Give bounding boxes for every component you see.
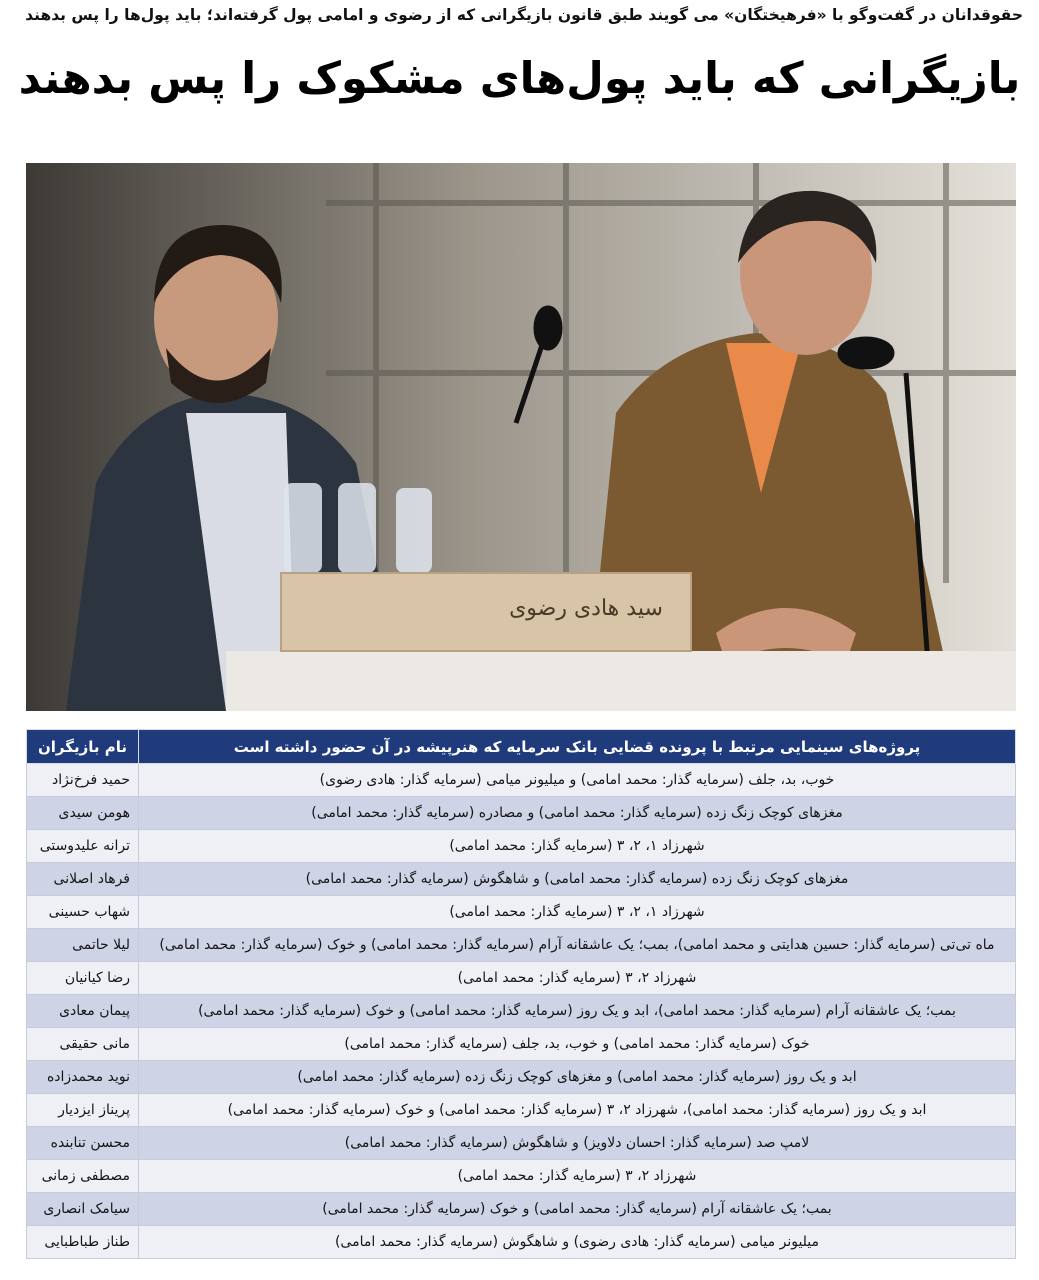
header-projects: پروژه‌های سینمایی مرتبط با پرونده قضایی بانک سرمایه که هنرپیشه در آن حضور داشته است [139, 730, 1016, 764]
row-projects: شهرزاد ۲، ۳ (سرمایه گذار: محمد امامی) [139, 1160, 1016, 1193]
row-projects: خوک (سرمایه گذار: محمد امامی) و خوب، بد، جلف (سرمایه گذار: محمد امامی) [139, 1028, 1016, 1061]
kicker-subheadline: حقوقدانان در گفت‌وگو با «فرهیختگان» می گویند طبق قانون بازیگرانی که از رضوی و امامی پول گرفته‌اند؛ باید پول‌ها را پس بدهند [25, 6, 1023, 24]
name-placard [281, 573, 691, 651]
header-name: نام بازیگران [27, 730, 139, 764]
table-row [27, 797, 1016, 830]
table-row [27, 1160, 1016, 1193]
row-projects: مغزهای کوچک زنگ زده (سرمایه گذار: محمد امامی) و مصادره (سرمایه گذار: محمد امامی) [139, 797, 1016, 830]
table-row [27, 1028, 1016, 1061]
table-row [27, 830, 1016, 863]
table-row [27, 995, 1016, 1028]
page-headline: بازیگرانی که باید پول‌های مشکوک را پس بدهند [18, 54, 1021, 104]
row-projects: لامپ صد (سرمایه گذار: احسان دلاویز) و شاهگوش (سرمایه گذار: محمد امامی) [139, 1127, 1016, 1160]
table-row [27, 764, 1016, 797]
row-actor-name: سیامک انصاری [27, 1193, 139, 1226]
table-row [27, 1193, 1016, 1226]
row-actor-name: مصطفی زمانی [27, 1160, 139, 1193]
table-header-row [27, 730, 1016, 764]
row-actor-name: هومن سیدی [27, 797, 139, 830]
placard-text: سید هادی رضوی [509, 596, 663, 621]
row-projects: شهرزاد ۱، ۲، ۳ (سرمایه گذار: محمد امامی) [139, 896, 1016, 929]
press-conference-illustration [26, 163, 1016, 711]
row-projects: خوب، بد، جلف (سرمایه گذار: محمد امامی) و میلیونر میامی (سرمایه گذار: هادی رضوی) [139, 764, 1016, 797]
row-actor-name: ترانه علیدوستی [27, 830, 139, 863]
row-projects: مغزهای کوچک زنگ زده (سرمایه گذار: محمد امامی) و شاهگوش (سرمایه گذار: محمد امامی) [139, 863, 1016, 896]
table-row [27, 863, 1016, 896]
table-row [27, 962, 1016, 995]
row-projects: بمب؛ یک عاشقانه آرام (سرمایه گذار: محمد امامی)، ابد و یک روز (سرمایه گذار: محمد امامی) و خوک (سرمایه گذار: محمد امامی) [139, 995, 1016, 1028]
row-actor-name: لیلا حاتمی [27, 929, 139, 962]
table-row [27, 1094, 1016, 1127]
table-row [27, 1226, 1016, 1259]
row-actor-name: حمید فرخ‌نژاد [27, 764, 139, 797]
row-projects: ابد و یک روز (سرمایه گذار: محمد امامی)، شهرزاد ۲، ۳ (سرمایه گذار: محمد امامی) و خوک (سرمایه گذار: محمد امامی) [139, 1094, 1016, 1127]
row-projects: ماه تی‌تی (سرمایه گذار: حسین هدایتی و محمد امامی)، بمب؛ یک عاشقانه آرام (سرمایه گذار: محمد امامی) و خوک (سرمایه گذار: محمد امامی) [139, 929, 1016, 962]
row-actor-name: پیمان معادی [27, 995, 139, 1028]
row-actor-name: فرهاد اصلانی [27, 863, 139, 896]
row-projects: شهرزاد ۱، ۲، ۳ (سرمایه گذار: محمد امامی) [139, 830, 1016, 863]
row-actor-name: شهاب حسینی [27, 896, 139, 929]
row-projects: شهرزاد ۲، ۳ (سرمایه گذار: محمد امامی) [139, 962, 1016, 995]
row-projects: میلیونر میامی (سرمایه گذار: هادی رضوی) و شاهگوش (سرمایه گذار: محمد امامی) [139, 1226, 1016, 1259]
row-projects: ابد و یک روز (سرمایه گذار: محمد امامی) و مغزهای کوچک زنگ زده (سرمایه گذار: محمد امامی) [139, 1061, 1016, 1094]
water-bottles [284, 483, 432, 573]
row-actor-name: مانی حقیقی [27, 1028, 139, 1061]
desk [226, 651, 1016, 711]
table-row [27, 1127, 1016, 1160]
row-projects: بمب؛ یک عاشقانه آرام (سرمایه گذار: محمد امامی) و خوک (سرمایه گذار: محمد امامی) [139, 1193, 1016, 1226]
row-actor-name: محسن تنابنده [27, 1127, 139, 1160]
row-actor-name: نوید محمدزاده [27, 1061, 139, 1094]
row-actor-name: طناز طباطبایی [27, 1226, 139, 1259]
table-row [27, 929, 1016, 962]
table-row [27, 896, 1016, 929]
row-actor-name: پریناز ایزدیار [27, 1094, 139, 1127]
row-actor-name: رضا کیانیان [27, 962, 139, 995]
actors-table [26, 729, 1016, 1259]
news-photo [26, 163, 1016, 711]
table-row [27, 1061, 1016, 1094]
